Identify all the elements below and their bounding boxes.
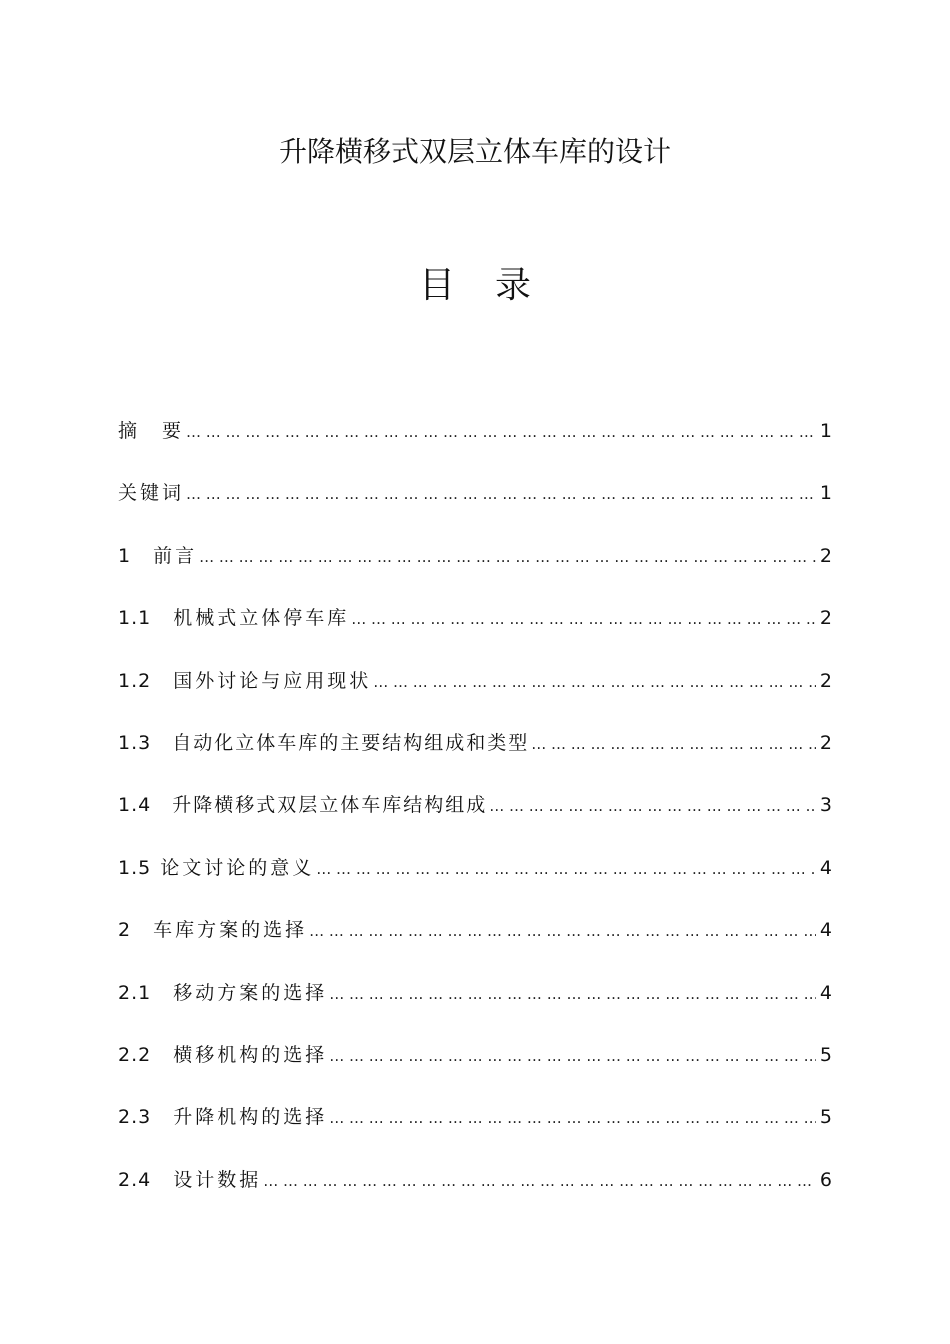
toc-entry-page: 2 xyxy=(819,544,832,567)
toc-entry-page: 2 xyxy=(819,669,832,692)
toc-entry-title: 论文讨论的意义 xyxy=(160,856,315,879)
toc-entry-2[interactable] xyxy=(118,915,832,977)
toc-entry-title: 机械式立体停车库 xyxy=(173,607,350,630)
toc-entry-number: 2.2 xyxy=(118,1043,152,1066)
toc-leader-dots xyxy=(316,854,816,884)
toc-entry-title: 前言 xyxy=(153,544,198,567)
toc-entry-page: 5 xyxy=(819,1106,832,1129)
toc-entry-spacer xyxy=(151,607,173,629)
table-of-contents xyxy=(118,416,832,1227)
toc-entry-title: 升降横移式双层立体车库结构组成 xyxy=(172,794,488,817)
toc-entry-page: 4 xyxy=(819,919,832,942)
toc-leader-dots xyxy=(309,916,816,946)
toc-entry-2-2[interactable] xyxy=(118,1040,832,1102)
document-title: 升降横移式双层立体车库的设计 xyxy=(278,135,671,168)
toc-entry-spacer xyxy=(131,545,153,567)
toc-entry-abstract[interactable] xyxy=(118,416,832,478)
toc-leader-dots xyxy=(373,667,816,697)
toc-entry-page: 1 xyxy=(819,482,832,505)
toc-entry-page: 2 xyxy=(819,731,832,754)
toc-entry-title: 车库方案的选择 xyxy=(153,919,308,942)
toc-entry-keywords[interactable] xyxy=(118,478,832,540)
toc-entry-spacer xyxy=(151,732,172,754)
toc-leader-dots xyxy=(263,1166,816,1196)
toc-entry-title: 关键词 xyxy=(118,482,185,505)
toc-entry-number: 2.3 xyxy=(118,1106,152,1129)
toc-entry-label xyxy=(118,603,349,633)
toc-entry-number: 2 xyxy=(118,919,132,942)
toc-entry-spacer xyxy=(151,857,160,879)
toc-leader-dots xyxy=(329,1041,816,1071)
toc-entry-1-1[interactable] xyxy=(118,603,832,665)
toc-entry-2-1[interactable] xyxy=(118,978,832,1040)
toc-entry-page: 3 xyxy=(819,794,832,817)
toc-entry-label xyxy=(118,915,307,945)
toc-entry-title: 移动方案的选择 xyxy=(173,981,328,1004)
toc-entry-label xyxy=(118,416,184,446)
toc-leader-dots xyxy=(329,1103,816,1133)
toc-entry-page: 4 xyxy=(819,856,832,879)
toc-entry-page: 4 xyxy=(819,981,832,1004)
toc-entry-spacer xyxy=(151,670,173,692)
toc-leader-dots xyxy=(329,979,816,1009)
toc-entry-number: 1 xyxy=(118,544,132,567)
toc-entry-page: 6 xyxy=(819,1168,832,1191)
toc-entry-spacer xyxy=(151,1169,173,1191)
toc-entry-label xyxy=(118,728,529,758)
toc-leader-dots xyxy=(351,604,816,634)
toc-leader-dots xyxy=(199,542,816,572)
toc-heading-char-2: 录 xyxy=(495,265,532,306)
toc-entry-page: 1 xyxy=(819,420,832,442)
toc-entry-spacer xyxy=(151,794,172,816)
toc-entry-label xyxy=(118,1040,327,1070)
toc-leader-dots xyxy=(186,479,816,509)
toc-entry-label xyxy=(118,853,314,883)
toc-entry-2-4[interactable] xyxy=(118,1165,832,1227)
toc-entry-spacer xyxy=(131,919,153,941)
toc-entry-label xyxy=(118,541,197,571)
toc-entry-page: 2 xyxy=(819,607,832,630)
toc-leader-dots xyxy=(531,729,816,759)
toc-leader-dots xyxy=(186,417,816,447)
toc-entry-page: 5 xyxy=(819,1043,832,1066)
toc-entry-label xyxy=(118,478,184,508)
toc-heading-char-1: 目 xyxy=(418,265,455,306)
toc-entry-label xyxy=(118,666,371,696)
toc-entry-number: 1.5 xyxy=(118,856,152,879)
toc-entry-label xyxy=(118,1165,261,1195)
toc-entry-spacer xyxy=(151,1106,173,1128)
toc-entry-2-3[interactable] xyxy=(118,1102,832,1164)
toc-entry-title: 国外讨论与应用现状 xyxy=(173,669,372,692)
toc-entry-1-2[interactable] xyxy=(118,666,832,728)
toc-entry-title: 摘 要 xyxy=(118,420,185,442)
toc-entry-label xyxy=(118,790,487,820)
toc-entry-number: 1.3 xyxy=(118,731,152,754)
toc-entry-spacer xyxy=(151,982,173,1004)
toc-entry-number: 2.1 xyxy=(118,981,152,1004)
toc-entry-number: 2.4 xyxy=(118,1168,152,1191)
toc-leader-dots xyxy=(489,791,816,821)
toc-entry-title: 横移机构的选择 xyxy=(173,1043,328,1066)
toc-entry-1-4[interactable] xyxy=(118,790,832,852)
toc-entry-number: 1.4 xyxy=(118,794,152,817)
toc-entry-label xyxy=(118,1102,327,1132)
toc-entry-title: 自动化立体车库的主要结构组成和类型 xyxy=(172,731,530,754)
toc-entry-label xyxy=(118,978,327,1008)
toc-heading xyxy=(0,262,950,310)
toc-entry-number: 1.1 xyxy=(118,607,152,630)
toc-entry-title: 升降机构的选择 xyxy=(173,1106,328,1129)
toc-entry-1[interactable] xyxy=(118,541,832,603)
toc-entry-number: 1.2 xyxy=(118,669,152,692)
toc-entry-1-3[interactable] xyxy=(118,728,832,790)
toc-entry-1-5[interactable] xyxy=(118,853,832,915)
toc-entry-title: 设计数据 xyxy=(173,1168,262,1191)
toc-entry-spacer xyxy=(151,1044,173,1066)
